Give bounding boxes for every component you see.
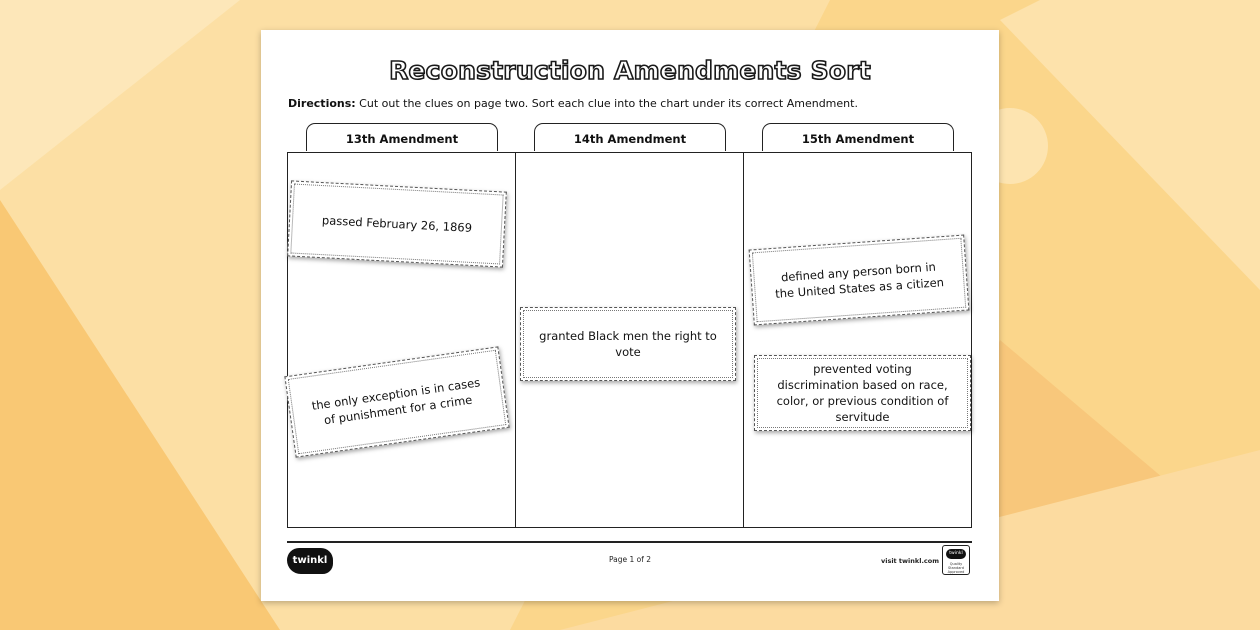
column-header-14th: 14th Amendment (534, 123, 726, 151)
clue-card[interactable]: granted Black men the right to vote (520, 307, 736, 381)
website-link[interactable]: visit twinkl.com (881, 557, 940, 565)
twinkl-logo: twinkl (287, 548, 333, 574)
column-header-15th: 15th Amendment (762, 123, 954, 151)
worksheet-title: Reconstruction Amendments Sort (389, 56, 871, 85)
footer-divider (287, 541, 972, 543)
badge-logo: twinkl (946, 549, 966, 559)
clue-card[interactable]: defined any person born in the United States as a citizen (749, 235, 970, 326)
badge-text: Quality Standard Approved (947, 562, 965, 574)
quality-badge (942, 545, 970, 575)
worksheet-page (261, 30, 999, 601)
clue-card[interactable]: passed February 26, 1869 (287, 180, 507, 267)
column-15th (744, 153, 971, 527)
clue-card[interactable]: prevented voting discrimination based on race, color, or previous condition of servitude (754, 355, 971, 431)
directions-label: Directions: (288, 97, 356, 110)
directions-text: Cut out the clues on page two. Sort each clue into the chart under its correct Amendment. (359, 97, 858, 110)
column-header-13th: 13th Amendment (306, 123, 498, 151)
directions (288, 97, 858, 110)
page-number: Page 1 of 2 (608, 555, 652, 564)
clue-card[interactable]: the only exception is in cases of punishment for a crime (284, 346, 509, 457)
